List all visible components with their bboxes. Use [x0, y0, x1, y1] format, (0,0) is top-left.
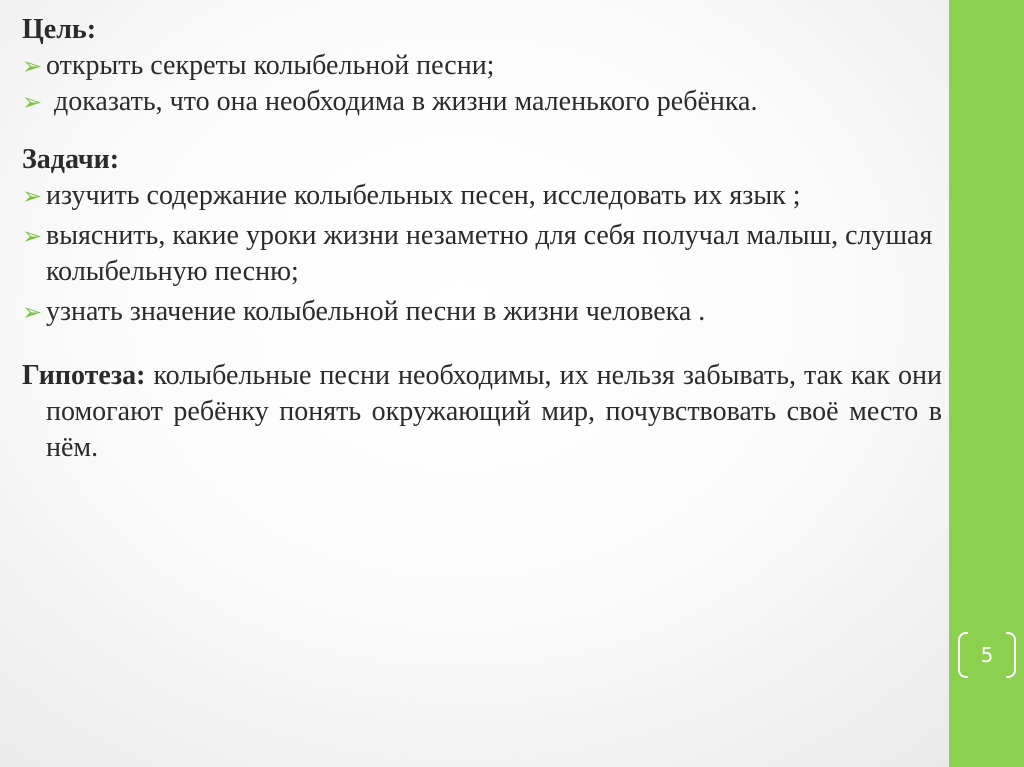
goal-item — [22, 84, 942, 120]
hypothesis-text: колыбельные песни необходимы, их нельзя забывать, так как они помогают ребёнку понять окружающий мир, почувствовать своё место в нём. — [46, 360, 942, 463]
arrow-bullet-icon: ➢ — [22, 88, 43, 116]
task-item-text: узнать значение колыбельной песни в жизни человека . — [46, 296, 706, 327]
tasks-section — [22, 142, 942, 330]
arrow-bullet-icon: ➢ — [22, 222, 43, 250]
hypothesis-section — [22, 358, 942, 466]
hypothesis-label: Гипотеза: — [22, 360, 146, 391]
goal-heading: Цель: — [22, 14, 97, 45]
task-item — [22, 218, 942, 290]
slide-number: 5 — [980, 643, 994, 667]
right-brace-icon — [1006, 632, 1016, 678]
hypothesis-paragraph — [22, 358, 942, 466]
task-item-text: выяснить, какие уроки жизни незаметно для себя получал малыш, слушая колыбельную песню; — [46, 220, 933, 287]
task-item — [22, 294, 942, 330]
goal-section — [22, 12, 942, 120]
goal-item-text: открыть секреты колыбельной песни; — [46, 50, 495, 81]
task-item — [22, 178, 942, 214]
arrow-bullet-icon: ➢ — [22, 182, 43, 210]
slide-number-badge — [958, 632, 1016, 680]
tasks-heading: Задачи: — [22, 144, 120, 175]
slide-content — [22, 6, 942, 494]
arrow-bullet-icon: ➢ — [22, 298, 43, 326]
arrow-bullet-icon: ➢ — [22, 52, 43, 80]
task-item-text: изучить содержание колыбельных песен, исследовать их язык ; — [46, 180, 801, 211]
goal-item — [22, 48, 942, 84]
left-brace-icon — [958, 632, 968, 678]
goal-item-text: доказать, что она необходима в жизни маленького ребёнка. — [54, 86, 758, 117]
